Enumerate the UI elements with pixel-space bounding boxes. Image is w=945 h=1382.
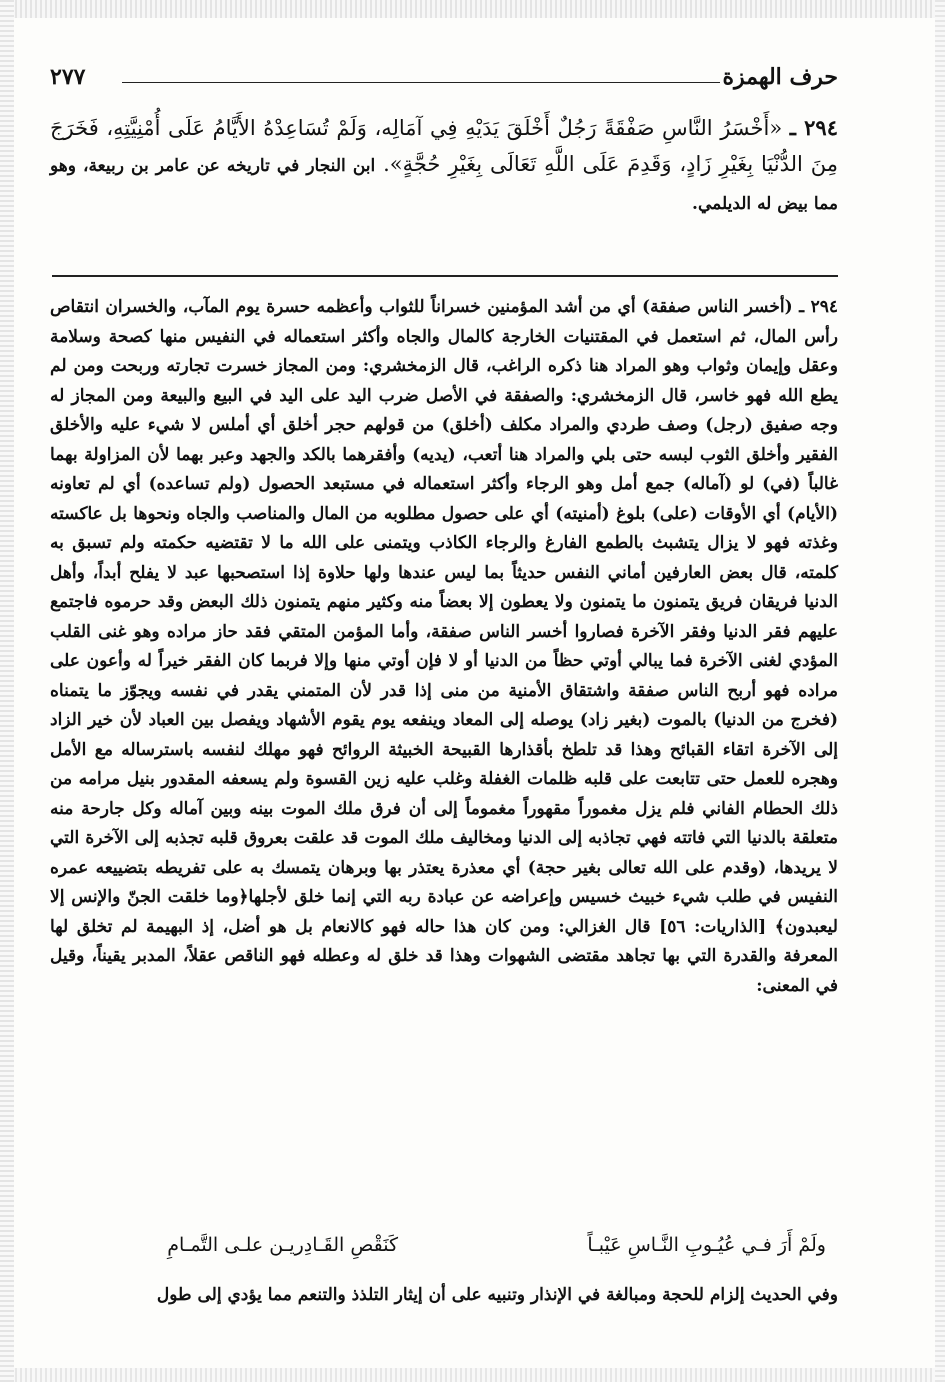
page-number: ٢٧٧ <box>50 64 86 90</box>
page-border-top <box>0 0 945 18</box>
commentary-block <box>50 293 838 1001</box>
chapter-title: حرف الهمزة <box>722 64 838 90</box>
verse-first-hemistich: ولَمْ أَرَ فـي عُيُـوبِ النَّـاسِ عَيْبـاً <box>587 1234 826 1256</box>
running-header <box>50 62 838 96</box>
hadith-text-block <box>50 110 838 222</box>
page-border-bottom <box>0 1368 945 1382</box>
hadith-number: ٢٩٤ ـ <box>789 115 838 140</box>
commentary-continuation: وفي الحديث إلزام للحجة ومبالغة في الإنذار وتنبيه على أن إيثار التلذذ والتنعم مما يؤدي إلى طول <box>156 1285 838 1305</box>
page-border-left <box>0 0 14 1382</box>
verse-second-hemistich: كَنَقْصِ القَـادِريـن علـى التَّمـامِ <box>167 1234 398 1256</box>
commentary-paragraph: ٢٩٤ ـ (أخسر الناس صفقة) أي من أشد المؤمنين خسراناً للثواب وأعظمه حسرة يوم المآب، والخسران انتقاص رأس المال، ثم استعمل في المقتنيات الخارجة كالمال والجاه وأكثر استعماله في النفيس منها كصحة وسلامة وعقل وإيمان وثواب وهو المراد هنا ذكره الراغب، قال الزمخشري: ومن المجاز خسرت تجارته وربحت ومن لم يطع الله فهو خاسر، قال الزمخشري: والصفقة في الأصل ضرب اليد على اليد في البيع والبيعة ومن المجاز له وجه صفيق (رجل) وصف طردي والمراد مكلف (أخلق) من قولهم حجر أخلق أي أملس لا شيء عليه والأخلق الفقير وأخلق الثوب لبسه حتى بلي والمراد هنا أتعب، (يديه) وأفقرهما بالكد والجهد وعبر بهما لأن المزاولة بهما غالباً (في) لو (آماله) جمع أمل وهو الرجاء وأكثر استعماله في مستبعد الحصول (ولم تساعده) أي لم تعاونه (الأيام) أي الأوقات (على) بلوغ (أمنيته) أي على حصول مطلوبه من المال والمناصب والجاه ونحوها بل عاكسته وغذته فهو لا يزال يتشبث بالطمع الفارغ والرجاء الكاذب ويتمنى على الله ما لا تقتضيه حكمته ولم تسبق به كلمته، قال بعض العارفين أماني النفس حديثاً بما ليس عندها ولها حلاوة إذا استصحبها عبد لا يفلح أبداً، وأهل الدنيا فريقان فريق يتمنون ما يتمنون ولا يعطون إلا بعضاً منه وكثير منهم يتمنون ذلك البعض وقد حرموه فاجتمع عليهم فقر الدنيا وفقر الآخرة فصاروا أخسر الناس صفقة، وأما المؤمن المتقي فقد حاز مراده وهو غنى القلب المؤدي لغنى الآخرة فما يبالي أوتي حظاً من الدنيا أو لا فإن أوتي منها وإلا فربما كان الفقر خيراً له وأعون على مراده فهو أربح الناس صفقة واشتقاق الأمنية من منى إذا قدر لأن المتمني يقدر في نفسه ويجوّز ما يتمناه (فخرج من الدنيا) بالموت (بغير زاد) يوصله إلى المعاد وينفعه يوم يقوم الأشهاد ويفصل بين العباد لأن خير الزاد إلى الآخرة اتقاء القبائح وهذا قد تلطخ بأقذارها القبيحة الخبيثة الروائح فهو مهلك لنفسه باسترساله مع الأمل وهجره للعمل حتى تتابعت على قلبه ظلمات الغفلة وغلب عليه زين القسوة ولم يسعفه المقدور بنيل مرامه من ذلك الحطام الفاني فلم يزل مغموراً مقهوراً مغموماً إلى أن فرق ملك الموت بينه وبين آماله وكل جارحة منه متعلقة بالدنيا التي فاتته فهي تجاذبه إلى الدنيا ومخاليف ملك الموت قد علقت بعروق قلبه تجذبه إلى الآخرة التي لا يريدها، (وقدم على الله تعالى بغير حجة) أي معذرة يعتذر بها وبرهان يتمسك به على تفريطه بتضييعه عمره النفيس في طلب شيء خبيث خسيس وإعراضه عن عبادة ربه التي إنما خلق لأجلها﴿وما خلقت الجنّ والإنس إلا ليعبدون﴾ [الذاريات: ٥٦] قال الغزالي: ومن كان هذا حاله فهو كالانعام بل هو أضل، إذ البهيمة لم تخلق لها المعرفة والقدرة التي بها تجاهد مقتضى الشهوات وهذا قد خلق له وعطله فهو الناقص عقلاً، المدبر يقيناً، وقيل في المعنى: <box>50 297 838 996</box>
hadith-matn: «أَخْسَرُ النَّاسِ صَفْقَةً رَجُلٌ أَخْلَقَ يَدَيْهِ فِي آمَالِه، وَلَمْ تُسَاعِدْهُ الأَيَّامُ عَلَى أُمْنِيَّتِهِ، فَخَرَجَ مِنَ الدُّنْيَا بِغَيْرِ زَادٍ، وَقَدِمَ عَلَى اللَّهِ تَعَالَى بِغَيْرِ حُجَّةٍ». <box>50 116 838 176</box>
page-border-right <box>935 0 945 1382</box>
header-rule <box>122 82 720 83</box>
section-divider <box>52 275 838 277</box>
poetry-verse <box>50 1234 838 1272</box>
hadith-source: ابن النجار في تاريخه عن عامر بن ربيعة، وهو مما بيض له الديلمي. <box>50 156 838 214</box>
